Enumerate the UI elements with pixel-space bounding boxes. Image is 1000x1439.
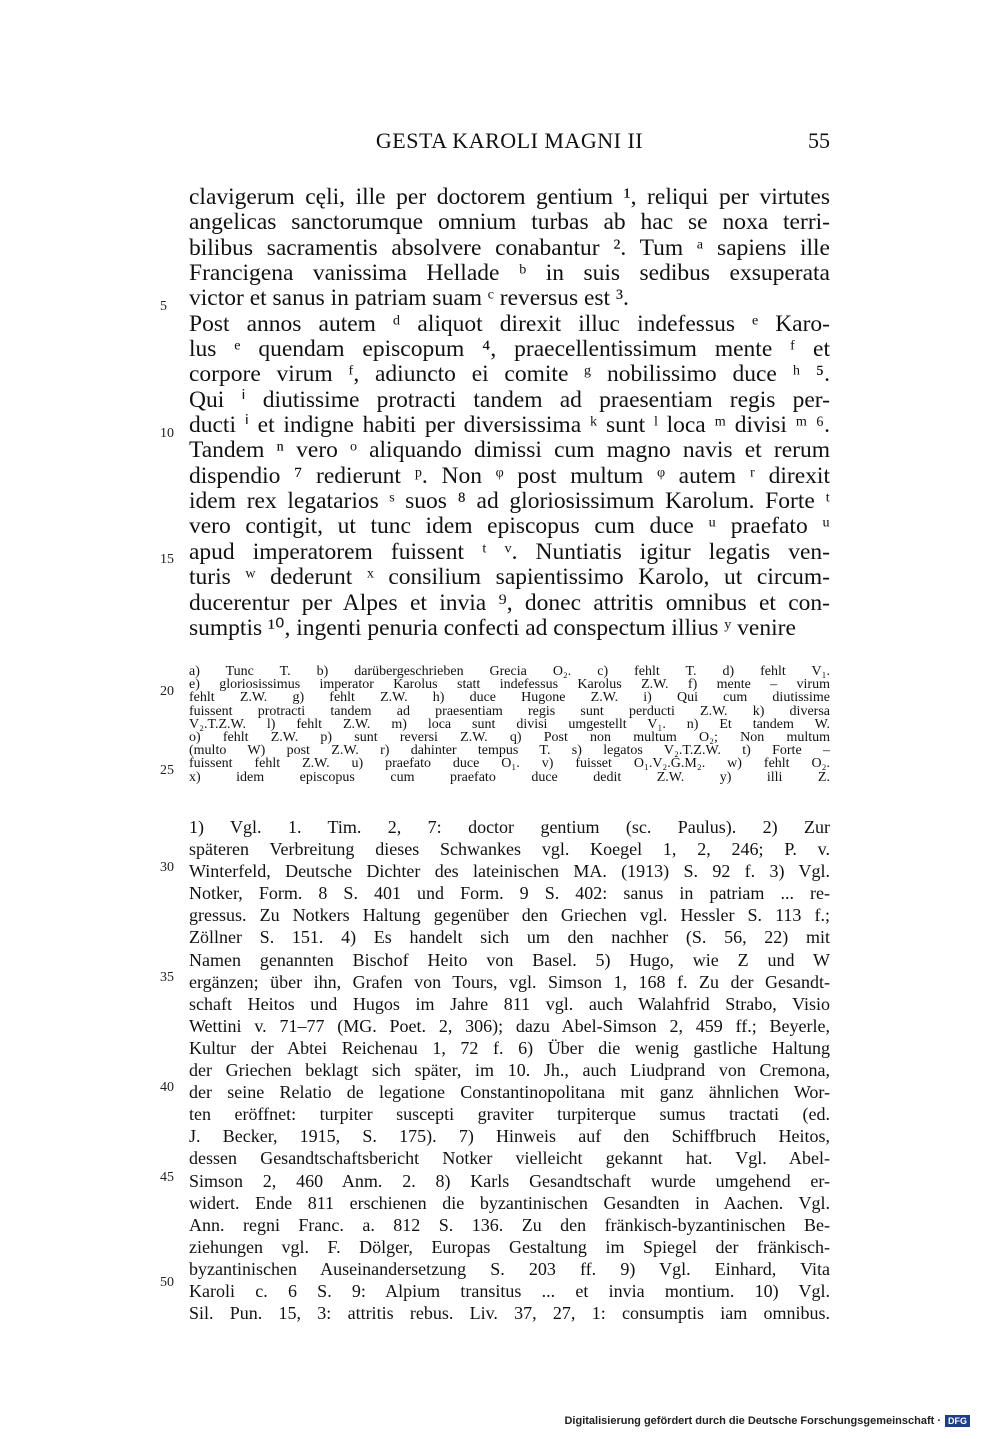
note-line: Namen genannten Bischof Heito von Basel. 5) Hugo, wie Z und W <box>189 949 830 970</box>
commentary-notes <box>189 816 830 1324</box>
line-number: 10 <box>160 426 174 441</box>
line-number: 15 <box>160 552 174 567</box>
apparatus-line: x) idem episcopus cum praefato duce dedit Z.W. y) illi Z. <box>189 769 830 785</box>
running-title: GESTA KAROLI MAGNI II <box>375 128 644 153</box>
footer-text: Digitalisierung gefördert durch die Deutsche Forschungsgemeinschaft · <box>564 1415 941 1427</box>
text-line: clavigerum cęli, ille per doctorem gentium ¹, reliqui per virtutes <box>189 184 830 210</box>
note-line: späteren Verbreitung dieses Schwankes vgl. Koegel 1, 2, 246; P. v. <box>189 839 830 860</box>
page-number: 55 <box>808 128 830 153</box>
note-line: Wettini v. 71–77 (MG. Poet. 2, 306); dazu Abel-Simson 2, 459 ff.; Beyerle, <box>189 1015 830 1036</box>
note-line: 1) Vgl. 1. Tim. 2, 7: doctor gentium (sc. Paulus). 2) Zur <box>189 817 830 837</box>
line-number: 20 <box>160 684 174 699</box>
text-line: Post annos autem ᵈ aliquot direxit illuc indefessus ᵉ Karo- <box>189 310 830 337</box>
apparatus-line: o) fehlt Z.W. p) sunt reversi Z.W. q) Post non multum O₂; Non multum <box>189 729 830 745</box>
running-header <box>189 128 830 160</box>
apparatus-line: fuissent protracti tandem ad praesentiam regis sunt perducti Z.W. k) diversa <box>189 703 830 719</box>
text-line: apud imperatorem fuissent ᵗ ᵛ. Nuntiatis igitur legatis ven- <box>189 538 830 565</box>
line-number: 5 <box>160 299 167 314</box>
text-line: dispendio ⁷ redierunt ᵖ. Non ᵠ post multum ᵠ autem ʳ direxit <box>189 462 830 489</box>
apparatus-line: e) gloriosissimus imperator Karolus statt indefessus Karolus Z.W. f) mente – virum <box>189 677 830 693</box>
line-number: 30 <box>160 860 174 875</box>
note-line: Notker, Form. 8 S. 401 und Form. 9 S. 402: sanus in patriam ... re- <box>189 883 830 904</box>
text-line: victor et sanus in patriam suam ᶜ reversus est ³. <box>189 285 629 312</box>
text-line: lus ᵉ quendam episcopum ⁴, praecellentissimum mente ᶠ et <box>189 336 830 363</box>
apparatus-line: V₂.T.Z.W. l) fehlt Z.W. m) loca sunt divisi umgestellt V₁. n) Et tandem W. <box>189 716 830 732</box>
text-line: vero contigit, ut tunc idem episcopus cum duce ᵘ praefato ᵘ <box>189 513 830 540</box>
note-line: Simson 2, 460 Anm. 2. 8) Karls Gesandtschaft wurde umgehend er- <box>189 1170 830 1191</box>
note-line: widert. Ende 811 erschienen die byzantinischen Gesandten in Aachen. Vgl. <box>189 1192 830 1213</box>
apparatus-line: fuissent fehlt Z.W. u) praefato duce O₁. v) fuisset O₁.V₂.G.M₂. w) fehlt O₂. <box>189 756 830 772</box>
text-line: ducti ⁱ et indigne habiti per diversissima ᵏ sunt ˡ loca ᵐ divisi ᵐ ⁶. <box>189 412 830 439</box>
note-line: Zöllner S. 151. 4) Es handelt sich um den nachher (S. 56, 22) mit <box>189 927 830 948</box>
text-line: ducerentur per Alpes et invia ⁹, donec attritis omnibus et con- <box>189 589 830 616</box>
note-line: ten eröffnet: turpiter suscepti graviter turpiterque sumus tractati (ed. <box>189 1104 830 1125</box>
apparatus-line: a) Tunc T. b) darübergeschrieben Grecia O₂. c) fehlt T. d) fehlt V₁. <box>189 664 830 679</box>
line-number: 50 <box>160 1275 174 1290</box>
text-line: Francigena vanissima Hellade ᵇ in suis sedibus exsuperata <box>189 260 830 287</box>
text-line: idem rex legatarios ˢ suos ⁸ ad gloriosissimum Karolum. Forte ᵗ <box>189 488 830 515</box>
note-line: Ann. regni Franc. a. 812 S. 136. Zu den fränkisch-byzantinischen Be- <box>189 1214 830 1235</box>
note-line: byzantinischen Auseinandersetzung S. 203 ff. 9) Vgl. Einhard, Vita <box>189 1258 830 1279</box>
note-line: Sil. Pun. 15, 3: attritis rebus. Liv. 37, 27, 1: consumptis iam omnibus. <box>189 1303 830 1324</box>
text-line: angelicas sanctorumque omnium turbas ab hac se noxa terri- <box>189 209 830 236</box>
text-line: Tandem ⁿ vero ᵒ aliquando dimissi cum magno navis et rerum <box>189 437 830 464</box>
text-line: Qui ⁱ diutissime protracti tandem ad praesentiam regis per- <box>189 386 830 413</box>
line-number: 45 <box>160 1170 174 1185</box>
note-line: Kultur der Abtei Reichenau 1, 72 f. 6) Über die wenig gastliche Haltung <box>189 1037 830 1058</box>
note-line: J. Becker, 1915, S. 175). 7) Hinweis auf den Schiffbruch Heitos, <box>189 1126 830 1147</box>
line-number: 25 <box>160 763 174 778</box>
apparatus-line: fehlt Z.W. g) fehlt Z.W. h) duce Hugone Z.W. i) Qui cum diutissime <box>189 690 830 706</box>
main-text <box>189 185 830 641</box>
apparatus-line: (multo W) post Z.W. r) dahinter tempus T. s) legatos V₂.T.Z.W. t) Forte – <box>189 743 830 759</box>
line-number: 35 <box>160 970 174 985</box>
text-line: corpore virum ᶠ, adiuncto ei comite ᵍ nobilissimo duce ʰ ⁵. <box>189 361 830 388</box>
note-line: Winterfeld, Deutsche Dichter des lateinischen MA. (1913) S. 92 f. 3) Vgl. <box>189 861 830 882</box>
dfg-logo: DFG <box>945 1415 970 1427</box>
note-line: der Griechen beklagt sich später, im 10. Jh., auch Liudprand von Cremona, <box>189 1060 830 1081</box>
note-line: ziehungen vgl. F. Dölger, Europas Gestaltung im Spiegel der fränkisch- <box>189 1236 830 1257</box>
note-line: der seine Relatio de legatione Constantinopolitana mit ganz ähnlichen Wor- <box>189 1082 830 1103</box>
text-line: bilibus sacramentis absolvere conabantur ². Tum ᵃ sapiens ille <box>189 234 830 261</box>
text-line: turis ʷ dederunt ˣ consilium sapientissimo Karolo, ut circum- <box>189 564 830 591</box>
text-line: sumptis ¹⁰, ingenti penuria confecti ad conspectum illius ʸ venire <box>189 614 796 641</box>
note-line: dessen Gesandtschaftsbericht Notker vielleicht gekannt hat. Vgl. Abel- <box>189 1148 830 1169</box>
footer-credit <box>564 1415 970 1427</box>
note-line: ergänzen; über ihn, Grafen von Tours, vgl. Simson 1, 168 f. Zu der Gesandt- <box>189 971 830 992</box>
note-line: Karoli c. 6 S. 9: Alpium transitus ... et invia montium. 10) Vgl. <box>189 1280 830 1301</box>
line-number: 40 <box>160 1080 174 1095</box>
note-line: schaft Heitos und Hugos im Jahre 811 vgl. auch Walahfrid Strabo, Visio <box>189 993 830 1014</box>
note-line: gressus. Zu Notkers Haltung gegenüber den Griechen vgl. Hessler S. 113 f.; <box>189 905 830 926</box>
critical-apparatus <box>189 665 830 784</box>
